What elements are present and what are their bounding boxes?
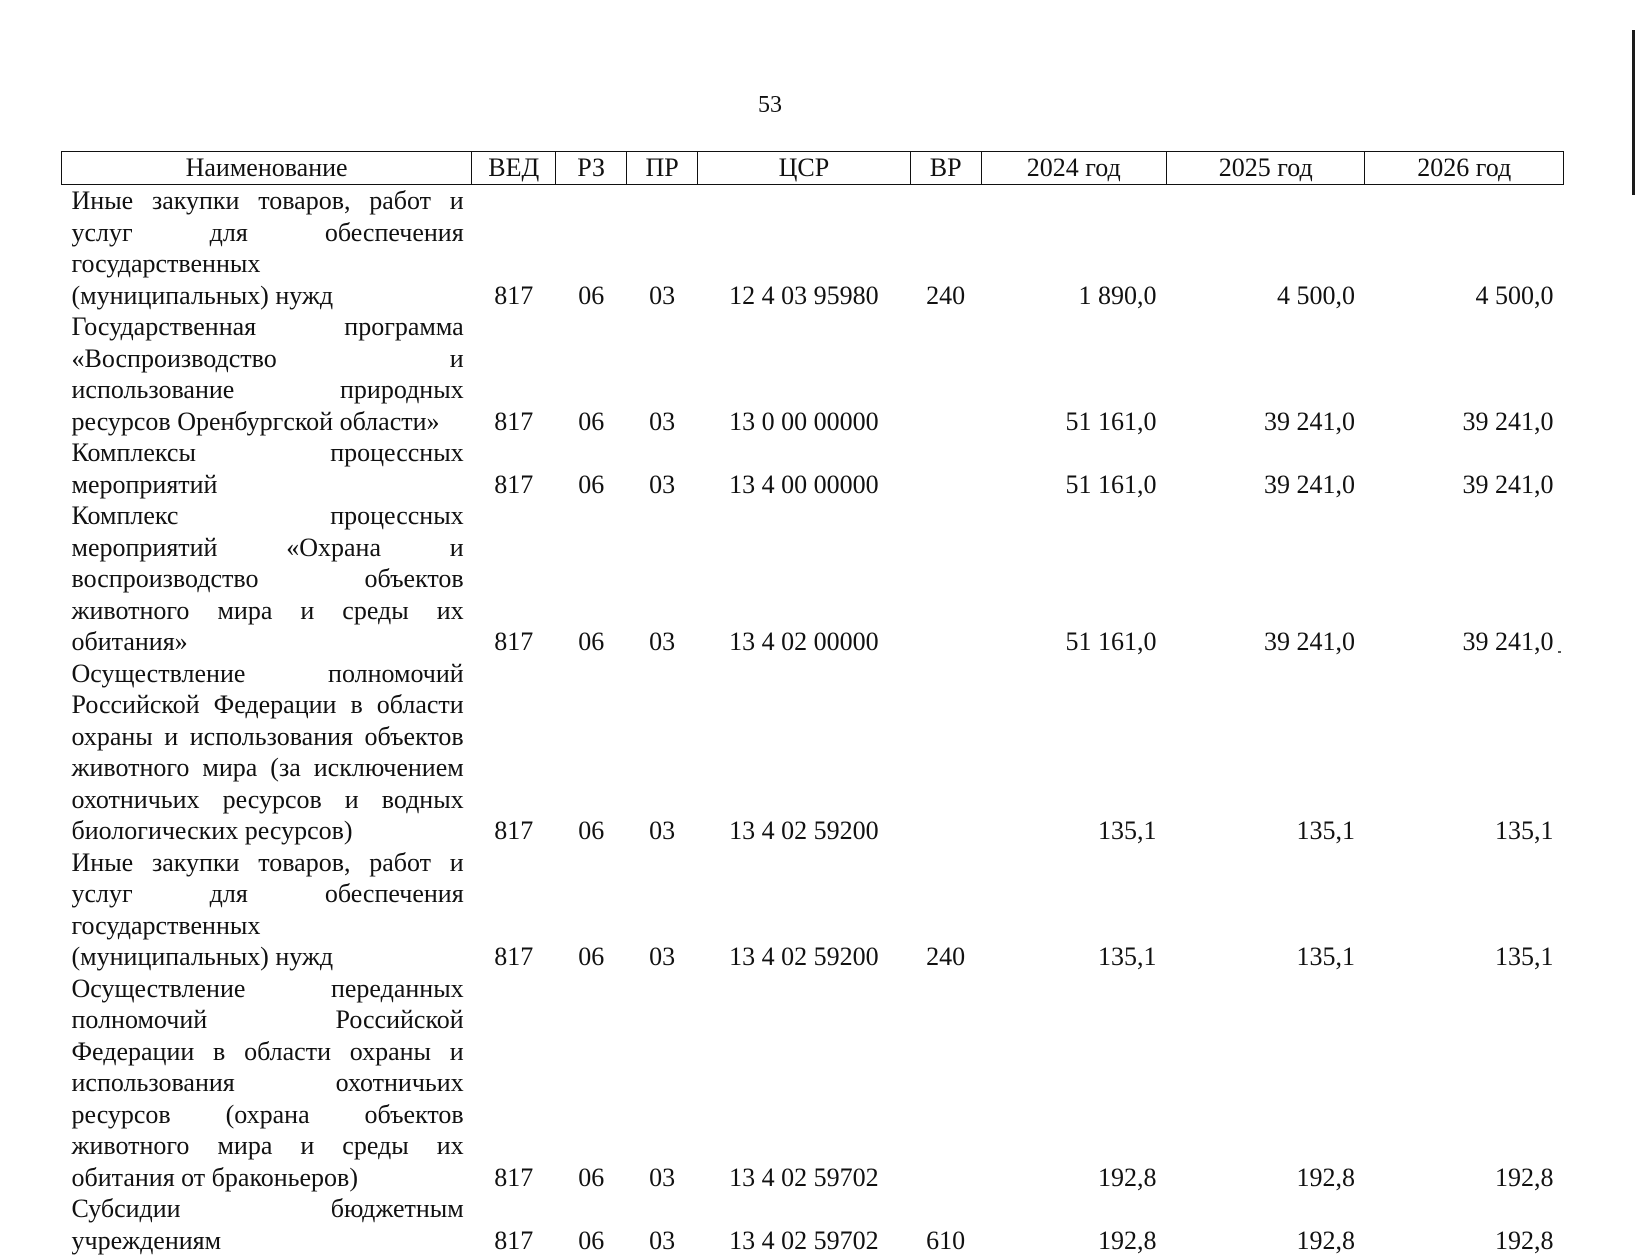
row-2025: 192,8	[1296, 1162, 1355, 1192]
row-rz: 06	[578, 469, 605, 499]
header-vr: ВР	[910, 152, 981, 185]
row-ved: 817	[494, 406, 534, 436]
row-pr: 03	[649, 942, 676, 971]
row-name: Иные закупки товаров, работ и услуг для обеспечения государственных (муниципальных) нужд	[71, 847, 464, 971]
table-row	[62, 1193, 1564, 1256]
row-rz: 06	[578, 816, 605, 845]
row-ved: 817	[494, 1225, 534, 1255]
table-header-row	[62, 152, 1564, 185]
table-row	[62, 973, 1564, 1194]
row-name: Осуществление полномочий Российской Федерации в области охраны и использования объектов животного мира (за исключением охотничьих ресурсов и водных биологических ресурсов)	[71, 658, 464, 845]
row-csr: 13 4 02 59702	[729, 1225, 879, 1255]
row-2026: 192,8	[1495, 1162, 1554, 1192]
row-2026: 135,1	[1495, 816, 1554, 845]
row-pr: 03	[649, 1162, 676, 1192]
budget-table	[61, 151, 1564, 1256]
row-name: Комплекс процессных мероприятий «Охрана и воспроизводство объектов животного мира и среды их обитания»	[71, 501, 464, 656]
header-csr: ЦСР	[698, 152, 911, 185]
row-pr: 03	[649, 627, 676, 656]
row-2026: 39 241,0	[1462, 406, 1554, 436]
row-csr: 13 4 02 59200	[729, 816, 879, 845]
row-csr: 13 4 02 00000	[729, 627, 879, 656]
row-rz: 06	[578, 280, 605, 310]
row-ved: 817	[494, 942, 534, 971]
row-ved: 817	[494, 469, 534, 499]
row-name: Субсидии бюджетным учреждениям	[71, 1194, 464, 1255]
row-2026: 39 241,0	[1462, 469, 1554, 499]
row-csr: 13 4 02 59702	[729, 1162, 879, 1192]
row-csr: 13 4 00 00000	[729, 469, 879, 499]
row-2024: 135,1	[1097, 942, 1157, 971]
row-2025: 4 500,0	[1276, 280, 1355, 310]
row-vr	[910, 437, 981, 500]
row-pr: 03	[649, 469, 676, 499]
table-row	[62, 658, 1564, 847]
row-2025: 192,8	[1296, 1225, 1355, 1255]
page-number: 53	[758, 92, 782, 118]
row-2024: 192,8	[1097, 1162, 1157, 1192]
row-2026: 135,1	[1495, 942, 1554, 971]
row-ved: 817	[494, 627, 534, 656]
row-ved: 817	[494, 1162, 534, 1192]
row-2024: 135,1	[1097, 816, 1157, 845]
row-rz: 06	[578, 406, 605, 436]
row-ved: 817	[494, 280, 534, 310]
row-vr: 240	[926, 942, 966, 971]
row-2024: 51 161,0	[1065, 627, 1157, 656]
row-ved: 817	[494, 816, 534, 845]
row-name: Государственная программа «Воспроизводство и использование природных ресурсов Оренбургской области»	[71, 312, 464, 436]
row-2025: 135,1	[1296, 816, 1355, 845]
row-rz: 06	[578, 1225, 605, 1255]
header-rz: РЗ	[556, 152, 627, 185]
row-csr: 13 4 02 59200	[729, 942, 879, 971]
table-row	[62, 185, 1564, 312]
row-name: Иные закупки товаров, работ и услуг для обеспечения государственных (муниципальных) нужд	[71, 186, 464, 310]
row-pr: 03	[649, 280, 676, 310]
header-2025: 2025 год	[1166, 152, 1365, 185]
table-row	[62, 311, 1564, 437]
header-2024: 2024 год	[981, 152, 1166, 185]
row-2024: 51 161,0	[1065, 406, 1157, 436]
row-2025: 135,1	[1296, 942, 1355, 971]
scan-edge-mark	[1632, 30, 1635, 195]
row-2026: 39 241,0	[1462, 627, 1554, 656]
header-ved: ВЕД	[472, 152, 556, 185]
row-2024: 192,8	[1097, 1225, 1157, 1255]
row-name: Комплексы процессных мероприятий	[71, 438, 464, 499]
row-pr: 03	[649, 1225, 676, 1255]
row-vr: 240	[926, 280, 966, 310]
row-vr	[910, 658, 981, 847]
header-name: Наименование	[62, 152, 472, 185]
row-vr: 610	[926, 1225, 966, 1255]
row-rz: 06	[578, 942, 605, 971]
header-pr: ПР	[627, 152, 698, 185]
row-name: Осуществление переданных полномочий Российской Федерации в области охраны и использования охотничьих ресурсов (охрана объектов животного мира и среды их обитания от браконьеров)	[71, 973, 464, 1192]
row-2026: 4 500,0	[1475, 280, 1554, 310]
row-2025: 39 241,0	[1263, 627, 1355, 656]
row-vr	[910, 973, 981, 1194]
row-2026: 192,8	[1495, 1225, 1554, 1255]
row-pr: 03	[649, 406, 676, 436]
header-2026: 2026 год	[1365, 152, 1564, 185]
row-pr: 03	[649, 816, 676, 845]
row-vr	[910, 500, 981, 658]
row-2025: 39 241,0	[1263, 469, 1355, 499]
row-2024: 51 161,0	[1065, 469, 1157, 499]
row-2025: 39 241,0	[1263, 406, 1355, 436]
row-vr	[910, 311, 981, 437]
row-rz: 06	[578, 1162, 605, 1192]
table-row	[62, 847, 1564, 973]
row-csr: 13 0 00 00000	[729, 406, 879, 436]
table-row	[62, 500, 1564, 658]
row-rz: 06	[578, 627, 605, 656]
row-csr: 12 4 03 95980	[729, 280, 879, 310]
row-2024: 1 890,0	[1078, 280, 1157, 310]
table-row	[62, 437, 1564, 500]
